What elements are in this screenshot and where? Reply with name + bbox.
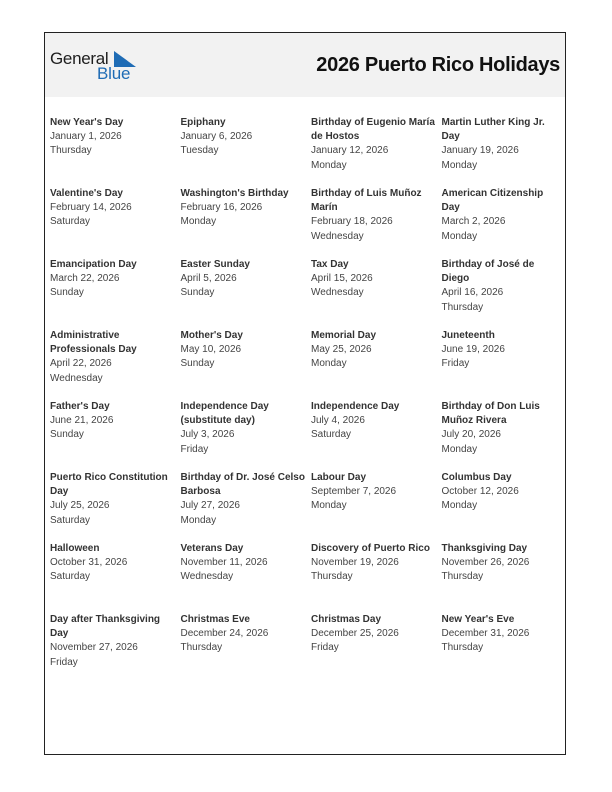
holiday-name: American Citizenship Day xyxy=(441,188,544,214)
holiday-entry xyxy=(311,613,442,684)
holiday-date: February 18, 2026 xyxy=(311,216,393,228)
holiday-weekday: Saturday xyxy=(50,514,91,526)
holiday-entry xyxy=(442,471,563,542)
holiday-date: November 27, 2026 xyxy=(50,642,138,654)
holiday-weekday: Wednesday xyxy=(311,230,364,242)
holiday-name: Washington's Birthday xyxy=(180,188,289,199)
holiday-name: Father's Day xyxy=(50,401,110,412)
holiday-weekday: Wednesday xyxy=(180,571,234,583)
holiday-date: July 27, 2026 xyxy=(180,500,240,512)
holiday-entry xyxy=(181,542,312,613)
holiday-name: Administrative Professionals Day xyxy=(50,330,137,356)
holiday-date: July 3, 2026 xyxy=(180,429,235,441)
holiday-name: Christmas Day xyxy=(311,614,382,625)
holiday-name: Christmas Eve xyxy=(180,614,250,625)
holiday-name: Juneteenth xyxy=(441,330,495,341)
holiday-entry xyxy=(50,258,181,329)
holiday-entry xyxy=(311,400,442,471)
holiday-weekday: Sunday xyxy=(50,429,84,441)
holiday-date: April 5, 2026 xyxy=(180,273,237,285)
holiday-date: June 21, 2026 xyxy=(50,415,114,427)
holiday-date: June 19, 2026 xyxy=(441,344,505,356)
holiday-name: Birthday of Luis Muñoz Marín xyxy=(311,188,422,214)
holiday-date: September 7, 2026 xyxy=(311,486,397,498)
holiday-weekday: Saturday xyxy=(50,571,91,583)
holiday-name: Memorial Day xyxy=(311,330,377,341)
holiday-name: Veterans Day xyxy=(180,543,244,554)
holiday-weekday: Monday xyxy=(180,514,217,526)
holiday-entry xyxy=(181,613,312,684)
holiday-weekday: Tuesday xyxy=(180,145,219,157)
holiday-name: Halloween xyxy=(50,543,100,554)
holiday-entry xyxy=(442,329,563,400)
holiday-date: July 4, 2026 xyxy=(311,415,365,427)
holiday-date: November 26, 2026 xyxy=(441,557,530,569)
holiday-weekday: Monday xyxy=(441,159,478,171)
holiday-weekday: Wednesday xyxy=(50,372,103,384)
holiday-date: February 16, 2026 xyxy=(180,202,263,214)
holiday-name: Valentine's Day xyxy=(50,188,123,199)
holiday-weekday: Wednesday xyxy=(311,287,364,299)
holiday-weekday: Monday xyxy=(180,216,217,228)
holiday-entry xyxy=(311,329,442,400)
holiday-entry xyxy=(50,542,181,613)
brand-logo[interactable] xyxy=(50,49,140,83)
holiday-name: Birthday of Eugenio María de Hostos xyxy=(311,117,435,143)
holiday-name: Day after Thanksgiving Day xyxy=(50,614,161,640)
holiday-name: Emancipation Day xyxy=(50,259,137,270)
holiday-weekday: Monday xyxy=(441,500,478,512)
holiday-entry xyxy=(50,187,181,258)
holiday-grid xyxy=(50,116,562,684)
holiday-name: New Year's Day xyxy=(50,117,124,128)
holiday-weekday: Friday xyxy=(441,358,470,370)
holiday-name: Mother's Day xyxy=(180,330,243,341)
holiday-date: January 12, 2026 xyxy=(311,145,389,157)
holiday-weekday: Sunday xyxy=(180,287,215,299)
holiday-date: July 20, 2026 xyxy=(441,429,501,441)
holiday-weekday: Thursday xyxy=(180,642,223,654)
holiday-entry xyxy=(311,258,442,329)
page-frame xyxy=(44,32,566,755)
holiday-date: April 22, 2026 xyxy=(50,358,112,370)
holiday-date: December 31, 2026 xyxy=(441,628,530,640)
holiday-entry xyxy=(311,116,442,187)
holiday-date: May 10, 2026 xyxy=(180,344,242,356)
holiday-entry xyxy=(181,400,312,471)
holiday-date: July 25, 2026 xyxy=(50,500,110,512)
header-band xyxy=(45,33,565,97)
holiday-entry xyxy=(442,542,563,613)
holiday-weekday: Saturday xyxy=(50,216,91,228)
holiday-weekday: Sunday xyxy=(50,287,84,299)
holiday-entry xyxy=(50,613,181,684)
holiday-date: April 16, 2026 xyxy=(441,287,504,299)
holiday-entry xyxy=(181,116,312,187)
holiday-date: November 19, 2026 xyxy=(311,557,399,569)
holiday-entry xyxy=(311,187,442,258)
holiday-weekday: Friday xyxy=(180,443,209,455)
holiday-entry xyxy=(442,400,563,471)
holiday-entry xyxy=(311,471,442,542)
holiday-name: Birthday of Don Luis Muñoz Rivera xyxy=(441,401,540,427)
holiday-entry xyxy=(181,471,312,542)
holiday-weekday: Sunday xyxy=(180,358,215,370)
holiday-name: Labour Day xyxy=(311,472,367,483)
holiday-weekday: Thursday xyxy=(441,301,484,313)
holiday-entry xyxy=(50,116,181,187)
holiday-name: Independence Day xyxy=(311,401,400,412)
holiday-weekday: Monday xyxy=(441,443,478,455)
holiday-name: Puerto Rico Constitution Day xyxy=(50,472,168,498)
holiday-entry xyxy=(311,542,442,613)
holiday-weekday: Thursday xyxy=(441,571,484,583)
holiday-entry xyxy=(50,329,181,400)
holiday-entry xyxy=(181,187,312,258)
holiday-name: Martin Luther King Jr. Day xyxy=(441,117,545,143)
holiday-date: December 25, 2026 xyxy=(311,628,399,640)
holiday-entry xyxy=(181,329,312,400)
holiday-weekday: Monday xyxy=(311,159,347,171)
holiday-entry xyxy=(442,116,563,187)
holiday-date: March 2, 2026 xyxy=(441,216,506,228)
holiday-entry xyxy=(50,400,181,471)
holiday-date: October 12, 2026 xyxy=(441,486,519,498)
holiday-date: October 31, 2026 xyxy=(50,557,128,569)
holiday-date: January 1, 2026 xyxy=(50,131,122,143)
holiday-weekday: Thursday xyxy=(441,642,484,654)
holiday-entry xyxy=(50,471,181,542)
holiday-name: New Year's Eve xyxy=(441,614,515,625)
holiday-name: Epiphany xyxy=(180,117,226,128)
holiday-date: February 14, 2026 xyxy=(50,202,132,214)
holiday-date: May 25, 2026 xyxy=(311,344,372,356)
holiday-date: March 22, 2026 xyxy=(50,273,120,285)
holiday-date: December 24, 2026 xyxy=(180,628,269,640)
holiday-weekday: Thursday xyxy=(50,145,92,157)
holiday-name: Birthday of Dr. José Celso Barbosa xyxy=(180,472,305,498)
holiday-name: Thanksgiving Day xyxy=(441,543,528,554)
holiday-weekday: Monday xyxy=(441,230,478,242)
holiday-date: January 19, 2026 xyxy=(441,145,519,157)
holiday-entry xyxy=(181,258,312,329)
holiday-date: April 15, 2026 xyxy=(311,273,373,285)
logo-text-general: General xyxy=(50,49,109,68)
holiday-weekday: Friday xyxy=(50,656,78,668)
logo-text-blue: Blue xyxy=(97,64,131,83)
holiday-entry xyxy=(442,187,563,258)
holiday-name: Tax Day xyxy=(311,259,349,270)
holiday-entry xyxy=(442,258,563,329)
page-title: 2026 Puerto Rico Holidays xyxy=(316,54,560,76)
holiday-weekday: Monday xyxy=(311,358,347,370)
holiday-entry xyxy=(442,613,563,684)
holiday-name: Columbus Day xyxy=(441,472,512,483)
holiday-name: Discovery of Puerto Rico xyxy=(311,543,430,554)
holiday-date: January 6, 2026 xyxy=(180,131,253,143)
holiday-weekday: Monday xyxy=(311,500,347,512)
holiday-name: Easter Sunday xyxy=(180,259,250,270)
holiday-weekday: Saturday xyxy=(311,429,352,441)
holiday-weekday: Friday xyxy=(311,642,339,654)
holiday-name: Independence Day (substitute day) xyxy=(180,401,269,427)
holiday-weekday: Thursday xyxy=(311,571,353,583)
holiday-date: November 11, 2026 xyxy=(180,557,268,569)
holiday-name: Birthday of José de Diego xyxy=(441,259,535,285)
